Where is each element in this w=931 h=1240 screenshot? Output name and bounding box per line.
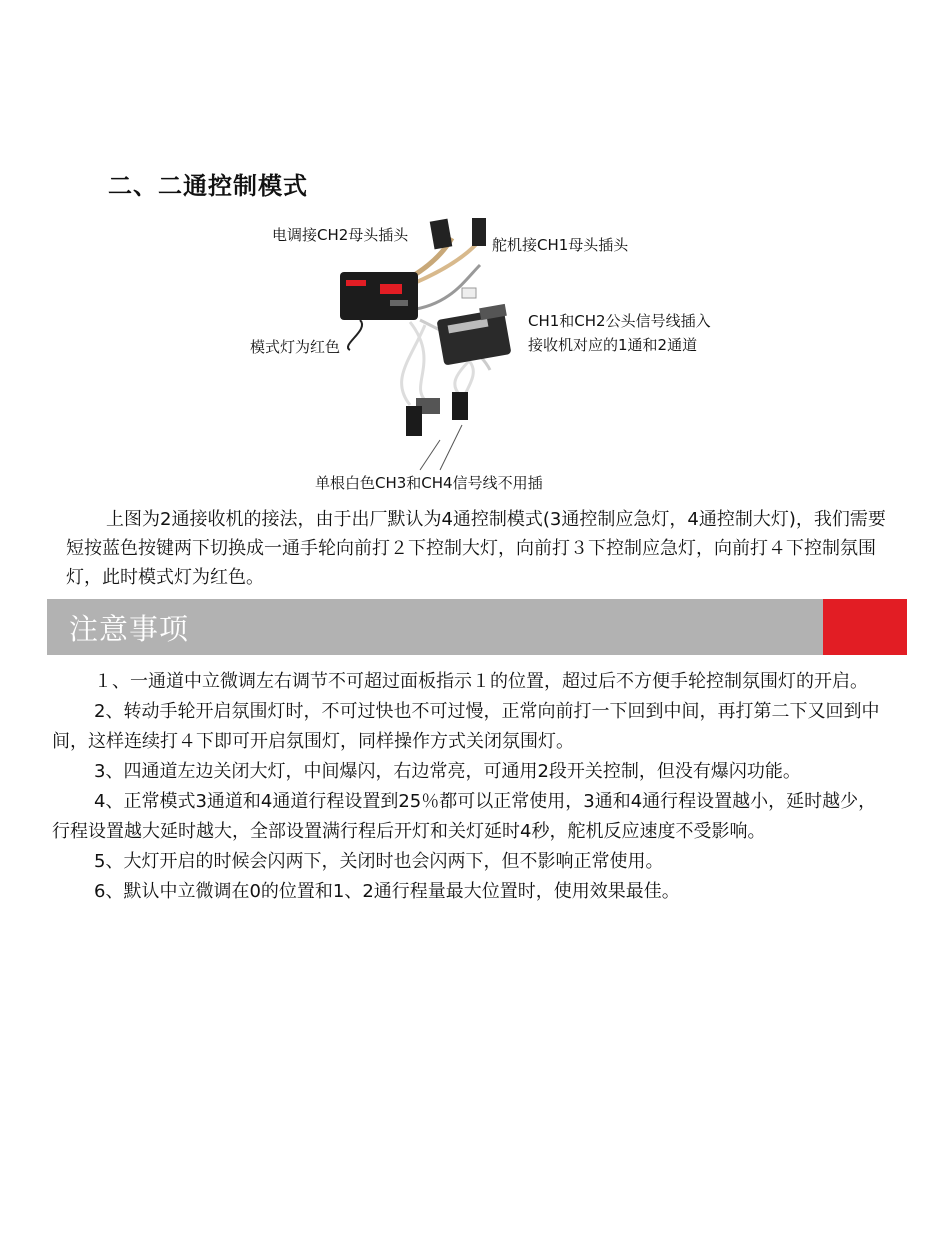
notice-title: 注意事项 — [69, 612, 190, 646]
notice-item: 4、正常模式3通道和4通道行程设置到25％都可以正常使用，3通和4通行程设置越小，延时越少，行程设置越大延时越大，全部设置满行程后开灯和关灯延时4秒，舵机反应速度不受影响。 — [52, 791, 877, 842]
label-servo-ch1: 舵机接CH1母头插头 — [492, 236, 629, 254]
notice-item: 2、转动手轮开启氛围灯时，不可过快也不可过慢，正常向前打一下回到中间，再打第二下又回到中间，这样连续打４下即可开启氛围灯，同样操作方式关闭氛围灯。 — [52, 701, 880, 752]
label-mode-led: 模式灯为红色 — [250, 338, 341, 356]
intro-paragraph — [66, 505, 886, 592]
notice-banner — [47, 599, 907, 655]
wiring-diagram — [240, 210, 760, 500]
label-esc-ch2: 电调接CH2母头插头 — [272, 226, 409, 244]
notice-list — [52, 667, 882, 907]
banner-accent — [823, 599, 907, 655]
intro-text: 上图为2通接收机的接法，由于出厂默认为4通控制模式(3通控制应急灯，4通控制大灯)，我们需要短按蓝色按键两下切换成一通手轮向前打２下控制大灯，向前打３下控制应急灯，向前打４下控制氛围灯，此时模式灯为红色。 — [66, 509, 886, 588]
label-ch-connect-1: CH1和CH2公头信号线插入 — [528, 312, 711, 330]
notice-item: 5、大灯开启的时候会闪两下，关闭时也会闪两下，但不影响正常使用。 — [94, 851, 664, 872]
section-title: 二、二通控制模式 — [108, 172, 308, 200]
notice-item: 6、默认中立微调在0的位置和1、2通行程量最大位置时，使用效果最佳。 — [94, 881, 680, 902]
label-ch3-ch4: 单根白色CH3和CH4信号线不用插 — [315, 474, 543, 492]
notice-item: 3、四通道左边关闭大灯，中间爆闪，右边常亮，可通用2段开关控制，但没有爆闪功能。 — [94, 761, 801, 782]
notice-item: １、一通道中立微调左右调节不可超过面板指示１的位置，超过后不方便手轮控制氛围灯的开启。 — [94, 671, 868, 692]
label-ch-connect-2: 接收机对应的1通和2通道 — [528, 336, 698, 354]
